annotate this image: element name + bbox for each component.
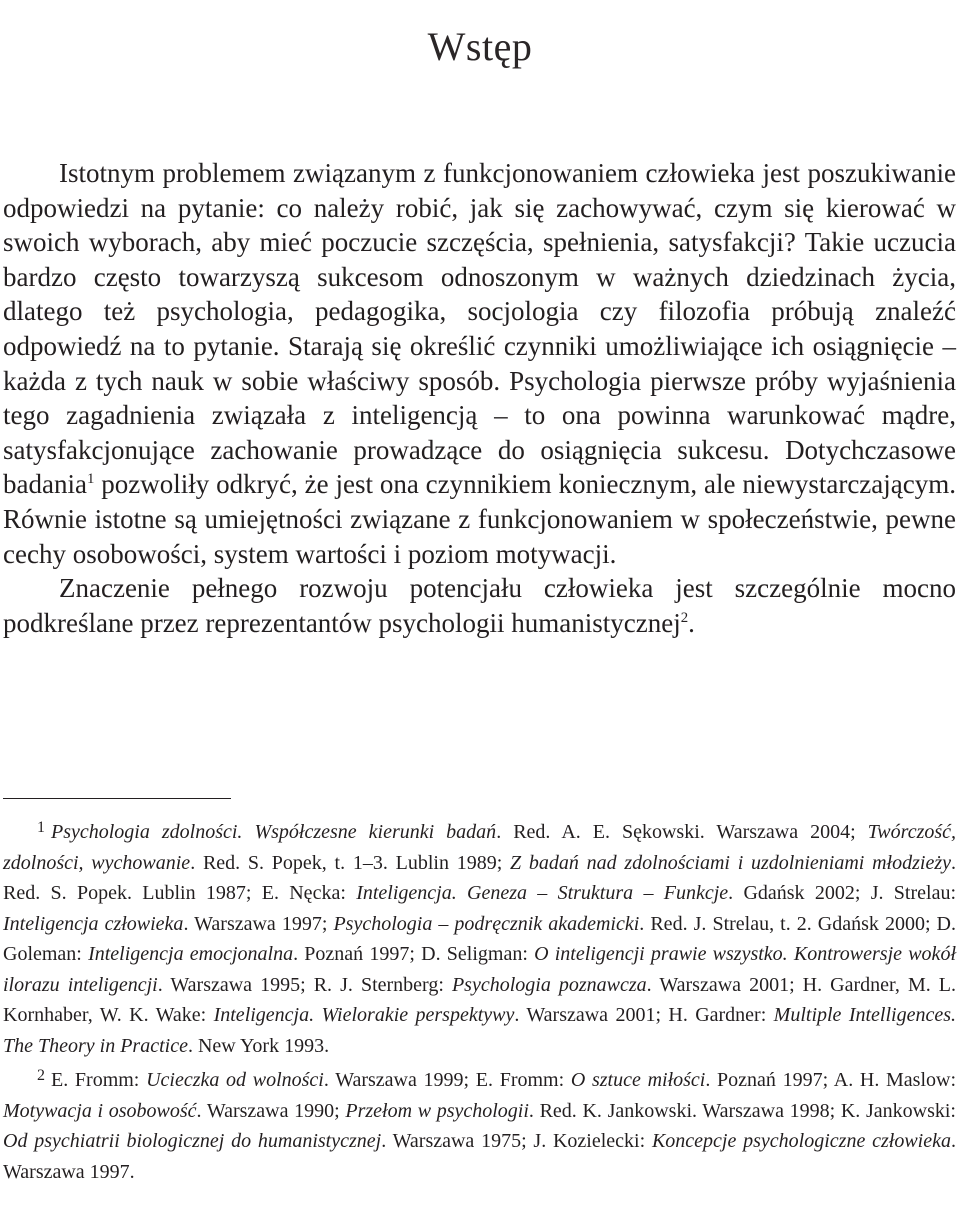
text-run: . Warszawa 1975; J. Kozielecki: bbox=[381, 1130, 652, 1152]
title-italic: Multiple Intelligences. The Theory in Practice bbox=[3, 1004, 956, 1057]
title-italic: Inteligencja. Wielorakie perspektywy bbox=[213, 1004, 515, 1026]
text-run: . Gdańsk 2002; J. Strelau: bbox=[728, 882, 957, 904]
body-paragraph bbox=[3, 571, 956, 640]
footnote bbox=[3, 1061, 956, 1187]
text-run: . Warszawa 1999; E. Fromm: bbox=[323, 1069, 571, 1091]
text-run: . Red. S. Popek. Lublin 1987; E. Nęcka: bbox=[3, 851, 956, 904]
text-run: . Red. K. Jankowski. Warszawa 1998; K. Jankowski: bbox=[528, 1099, 956, 1122]
title-italic: O sztuce miłości bbox=[570, 1069, 706, 1091]
text-run: . Red. S. Popek, t. 1–3. Lublin 1989; bbox=[190, 851, 511, 874]
text-run: Znaczenie pełnego rozwoju potencjału człowieka jest szczególnie mocno podkreślane przez reprezentantów psychologii humanistycznej bbox=[3, 573, 956, 638]
text-run: . Poznań 1997; D. Seligman: bbox=[293, 943, 535, 965]
title-italic: Od psychiatrii biologicznej do humanistycznej bbox=[3, 1130, 382, 1152]
body-paragraph bbox=[3, 156, 956, 571]
footnote bbox=[3, 813, 956, 1061]
text-run: . Warszawa 2001; H. Gardner, M. L. Kornhaber, W. K. Wake: bbox=[3, 973, 956, 1026]
text-run: E. Fromm: bbox=[51, 1069, 147, 1091]
title-italic: Z badań nad zdolnościami i uzdolnieniami młodzieży bbox=[510, 851, 951, 874]
text-run: . Warszawa 1997. bbox=[3, 1130, 956, 1183]
text-run: . Poznań 1997; A. H. Maslow: bbox=[705, 1069, 957, 1091]
title-italic: Koncepcje psychologiczne człowieka bbox=[651, 1130, 951, 1152]
footnote-number: 1 bbox=[37, 819, 45, 836]
text-run: . New York 1993. bbox=[187, 1034, 330, 1057]
title-italic: Przełom w psychologii bbox=[345, 1099, 529, 1122]
title-italic: Psychologia – podręcznik akademicki bbox=[333, 912, 640, 935]
text-run: Istotnym problemem związanym z funkcjonowaniem człowieka jest poszukiwanie odpowiedzi na pytanie: co należy robić, jak się zachowywać, czym się kierować w swoich wyborach, aby mieć poczucie szczęścia, spełnienia, satysfakcji? Takie uczucia bardzo często towarzyszą sukcesom odnoszonym w ważnych dziedzinach życia, dlatego też psychologia, pedagogika, socjologia czy filozofia próbują znaleźć odpowiedź na to pytanie. Starają się określić czynniki umożliwiające ich osiągnięcie – każda z tych nauk w sobie właściwy sposób. Psychologia pierwsze próby wyjaśnienia tego zagadnienia związała z inteligencją – to ona powinna warunkować mądre, satysfakcjonujące zachowanie prowadzące do osiągnięcia sukcesu. Dotychczasowe badania bbox=[3, 158, 956, 500]
title-italic: Inteligencja człowieka bbox=[3, 912, 184, 935]
text-run: . Red. A. E. Sękowski. Warszawa 2004; bbox=[496, 821, 868, 843]
title-italic: Twórczość, zdolności, wychowanie bbox=[3, 821, 957, 874]
title-italic: Ucieczka od wolności bbox=[146, 1069, 324, 1091]
page-title: Wstęp bbox=[427, 23, 533, 69]
body-text bbox=[3, 156, 956, 640]
text-run: . Warszawa 1995; R. J. Sternberg: bbox=[157, 973, 452, 996]
footnotes bbox=[3, 813, 956, 1187]
title-italic: Inteligencja. Geneza – Struktura – Funkcje bbox=[356, 882, 729, 904]
footnote-divider bbox=[3, 798, 231, 799]
title-italic: Motywacja i osobowość bbox=[3, 1099, 197, 1122]
text-run: . bbox=[688, 607, 695, 638]
title-italic: Psychologia zdolności. Współczesne kierunki badań bbox=[51, 821, 497, 843]
title-italic: Inteligencja emocjonalna bbox=[88, 943, 294, 965]
text-run: . Warszawa 2001; H. Gardner: bbox=[514, 1004, 774, 1026]
footnote-reference: 2 bbox=[680, 609, 689, 626]
text-run: . Red. J. Strelau, t. 2. Gdańsk 2000; D. Goleman: bbox=[3, 912, 956, 965]
text-run: . Warszawa 1997; bbox=[183, 912, 334, 935]
text-run: pozwoliły odkryć, że jest ona czynnikiem koniecznym, ale niewystarczającym. Równie istotne są umiejętności związane z funkcjonowaniem w społeczeństwie, pewne cechy osobowości, system wartości i poziom motywacji. bbox=[3, 469, 956, 569]
footnote-reference: 1 bbox=[86, 471, 95, 488]
title-italic: Psychologia poznawcza bbox=[451, 973, 647, 996]
text-run: . Warszawa 1990; bbox=[196, 1099, 346, 1122]
title-italic: O inteligencji prawie wszystko. Kontrowersje wokół ilorazu inteligencji bbox=[3, 943, 956, 996]
footnote-number: 2 bbox=[37, 1067, 45, 1084]
